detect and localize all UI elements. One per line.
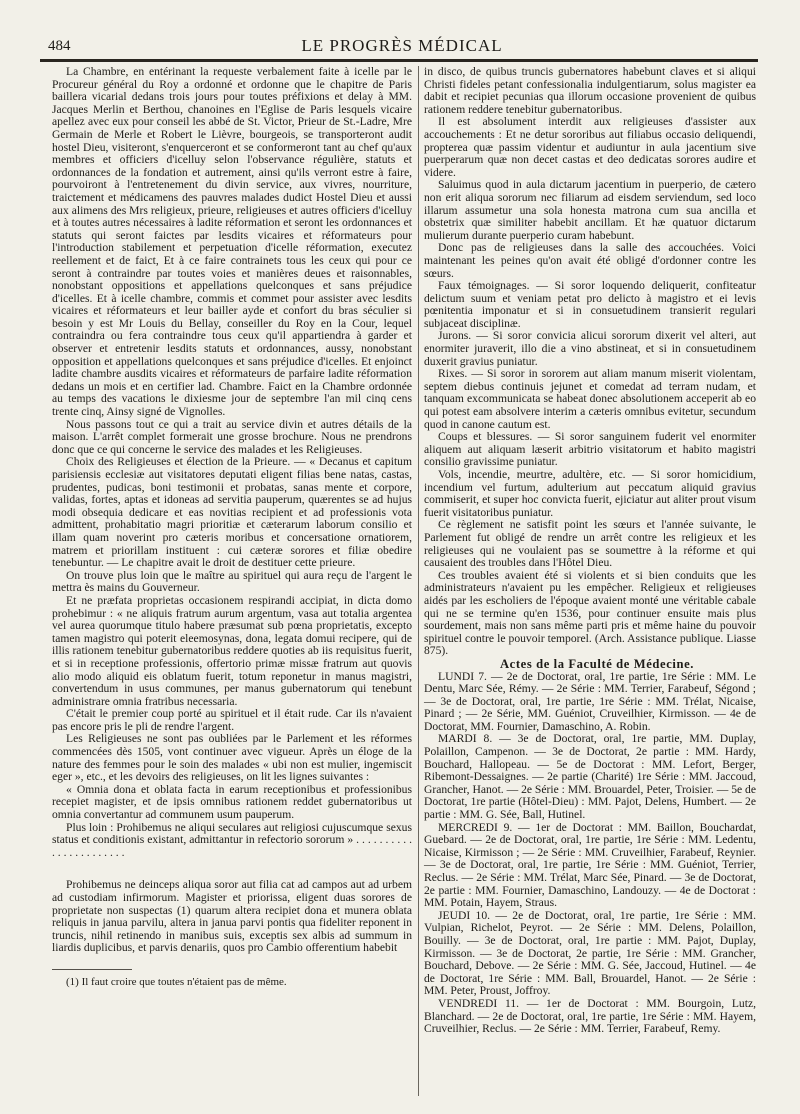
paragraph: On trouve plus loin que le maître au spirituel qui aura reçu de l'argent le mettra ès mains du Gouverneur. [52,568,412,595]
paragraph: Donc pas de religieuses dans la salle des accouchées. Voici maintenant les peines qu'on avait été obligé d'ordonner contre les sœurs. [424,241,756,280]
paragraph: Faux témoignages. — Si soror loquendo deliquerit, confiteatur delictum suum et veniam petat pro delicto à magistro et ei levis pœnitentia imponatur et si in consuetudinem transierit regulari subjaceat disciplinæ. [424,279,756,330]
paragraph: « Omnia dona et oblata facta in earum receptionibus et professionibus recepiet magister, et de ipsis omnibus rationem reddet gubernatoribus ut omnia convertantur ad communem usum pauperum. [52,782,412,822]
exam-schedule-entry: LUNDI 7. — 2e de Doctorat, oral, 1re partie, 1re Série : MM. Le Dentu, Marc Sée, Rémy. — 2e Série : MM. Terrier, Farabeuf, Ségond ; — 3e de Doctorat, oral, 1re partie, 1re Série : MM. Trélat, Nicaise, Pinard ; — 2e Série, MM. Guéniot, Cruveilhier, Kirmisson. — 4e de Doctorat, MM. Fournier, Damaschino, A. Robin. [424,669,756,733]
exam-schedule-entry: MARDI 8. — 3e de Doctorat, oral, 1re partie, MM. Duplay, Polaillon, Campenon. — 3e de Doctorat, 2e partie : MM. Hardy, Bouchard, Hallopeau. — 5e de Doctorat : MM. Lefort, Berger, Ribemont-Dessaignes. — 2e partie (Charité) 1re Série : MM. Jaccoud, Grancher, Hanot. — 2e Série : MM. Brouardel, Peter, Troisier. — 5e de Doctorat, 1re partie (Hôtel-Dieu) : MM. Pajot, Delens, Humbert. — 2e partie : MM. G. Sée, Ball, Hutinel. [424,732,757,822]
paragraph: C'était le premier coup porté au spirituel et il était rude. Car ils n'avaient pas encore pris le pli de rendre l'argent. [52,707,412,733]
paragraph: Rixes. — Si soror in sororem aut aliam manum miserit violentam, septem diebus continuis jejunet et comedat ad terram nudam, et tanquam excommunicata se habeat donec absolutionem acceperit ab eo qui potest eam absolvere interim a cæteris omnibus evitetur, secundum quod in canone cautum est. [424,367,756,431]
footnote-rule [52,969,132,970]
exam-schedule-entry: VENDREDI 11. — 1er de Doctorat : MM. Bourgoin, Lutz, Blanchard. — 2e de Doctorat, oral, 1re partie, 1re Série : MM. Hayem, Cruveilhier, Reclus. — 2e Série : MM. Terrier, Farabeuf, Remy. [424,996,756,1036]
paragraph: Il est absolument interdit aux religieuses d'assister aux accouchements : Et ne detur sororibus aut filiabus occasio deliquendi, propterea quæ passim videntur et audiuntur in aula jacentium sive puerperarum quæ non decet castas et deo dedicatas sorores audire et videre. [424,115,756,179]
paragraph: Jurons. — Si soror convicia alicui sororum dixerit vel alteri, aut enormiter juraverit, illo die a vino abstineat, et si in consuetudinem duxerit gravius puniatur. [424,329,756,368]
column-divider [418,66,419,1096]
exam-schedule-entry: JEUDI 10. — 2e de Doctorat, oral, 1re partie, 1re Série : MM. Vulpian, Richelot, Peyrot. — 2e Série : MM. Delens, Polaillon, Bouilly. — 3e de Doctorat, oral, 1re partie : MM. Pajot, Duplay, Kirmisson. — 3e de Doctorat, 2e partie, 1re Série : MM. Grancher, Bouchard, Debove. — 2e Série : MM. G. Sée, Jaccoud, Hutinel. — 4e de Doctorat, 1re Série : MM. Ball, Brouardel, Hanot. — 2e Série : MM. Peter, Proust, Joffroy. [424,908,756,998]
paragraph: Nous passons tout ce qui a trait au service divin et autres détails de la maison. L'arrêt complet formerait une grosse brochure. Nous ne prendrons donc que ce qui concerne le service des malades et les Religieuses. [52,417,412,456]
right-column [424,66,756,1096]
section-title: Actes de la Faculté de Médecine. [499,656,695,671]
paragraph: Plus loin : Prohibemus ne aliqui seculares aut religiosi cujuscumque sexus status et conditionis existant, admittantur in refectorio sororum » . . . . . . . . . . . . . . . . . . . . . . . [52,820,412,859]
paragraph: Les Religieuses ne sont pas oubliées par le Parlement et les réformes commencées dès 1505, vont continuer avec vigueur. Après un éloge de la nature des femmes pour le soin des malades « ubi non est mulier, ingemiscit eger », etc., et les devoirs des religieuses, on lit les lignes suivantes : [52,732,412,784]
paragraph: in disco, de quibus truncis gubernatores habebunt claves et si aliqui Christi fideles petant confessionalia indulgentiarum, solus magister ea dabit et recipiet pecunias qua illorum occasione provenient de quibus rationem reddere tenebitur gubernatoribus. [424,65,756,116]
paragraph: Coups et blessures. — Si soror sanguinem fuderit vel enormiter aliquem aut aliquam læserit arbitrio visitatorum et habito magistri consilio gravissime puniatur. [424,430,756,469]
page-number: 484 [48,38,71,54]
paragraph: Prohibemus ne deinceps aliqua soror aut filia cat ad campos aut ad urbem ad custodiam infirmorum. Magister et priorissa, eligent duas sorores de proprietate non suspectas (1) quarum altera recipiet dona et munera oblata reliquis in janua parvilu, altera in janua parvi pontis qua fideliter reponent in truncis, nihil retinendo in manibus suis, exceptis sex albis ad summum in liardis duplicibus, et parvis denariis, quos pro Cambio offerentium habebit [52,878,412,955]
header-rule [40,59,758,62]
footnote: (1) Il faut croire que toutes n'étaient pas de même. [66,975,287,988]
paragraph: Ce règlement ne satisfit point les sœurs et l'année suivante, le Parlement fut obligé de rendre un arrêt contre les religieux et les religieuses qui ne voulaient pas se soumettre à la réforme et qui causaient des troubles dans l'Hôtel Dieu. [424,518,756,570]
paragraph: La Chambre, en entérinant la requeste verbalement faite à icelle par le Procureur général du Roy a ordonné et ordonne que le chapitre de Paris baillera vicarial dedans trois jours pour toutes préfixions et delay à MM. Jacques Merlin et Berthou, chanoines en l'Eglise de Paris lesquels vicaire apellez avec eux pour conseil les abbé de St. Victor, Prieur de St.-Ladre, Mre Germain de Merle et Robert le Lièvre, bourgeois, se transporteront audit hostel Dieu, visiteront, s'enquerceront et se conformeront tant au chef qu'aux membres et officiers d'icelluy selon l'observance régulière, statuts et ordonnances de la fondation et autrement, ainsi qu'ils verront estre à faire, pourvoiront à l'entretenement du divin service, aux vivres, nourriture, traictement et médicamens des pauvres malades dudict Hostel Dieu et aussi aux alimens des Mrs religieux, prieure, religieuses et autres officiers d'icelluy et à toutes autres nécessaires à ladite réformation et seront les ordonnances et statuts qui seront faictes par lesdits vicaires et réformateurs pour l'introduction stabilement et perpetuation d'icelle réformation, executez reellement et de faict, Et à ce faire contrainets tous les ceux qui pour ce seront à contraindre par toutes voies et manières deues et raisonnables, nonobstant oppositions et appellations quelconques et sans préjudice d'icelles. Et à icelle chambre, commis et commet pour assister avec lesdits vicaires et réformateurs et leur bailler ayde et confort du bras séculier si besoin y est Mr Louis du Bellay, conseiller du Roy en la Cour, lequel contraindra ou fera contraindre tous ceux qu'il appartiendra à garder et observer et entretenir lesdits statuts et ordonnances, aussy, nonobstant opposition et appellations quelconques et sans préjudice d'icelles. Et enjoinct ladite chambre ausdits vicaires et réformateurs de parfaire ladite réformation dedans un mois et en certifier lad. Chambre. Faict en la Chambre ordonnée au temps des vacations le dixiesme jour de septembre l'an mil cinq cens trente cinq, Ainsy signé de Vignolles. [52,65,412,419]
page-header [48,32,756,58]
paragraph: Et ne præfata proprietas occasionem respirandi accipiat, in dicta domo prohebimur : « ne aliquis fratrum aurum argentum, vasa aut totalia argentea vel aurea quorumque titulo habere præsumat sub pœna proprietatis, excepto tamen magistro qui poterit eleemosynas, dona, legata domui recipere, qui de illis rationem tenebitur gubernatoribus reddere quoties ab iis requisitus fuerit, et si in receptione professionis, offertorio primæ missæ fratrum aut quovis alio modo aliquid eis oblatum fuerit, totum reponetur in manus magistri, convertendum in usus communes, per manus gubernatorum qui tenebunt administrare omnia fratribus necessaria. [52,593,412,708]
paragraph: Ces troubles avaient été si violents et si bien conduits que les administrateurs n'avaient pu les empêcher. Religieux et religieuses aidés par les escholiers de l'époque avaient monté une véritable cabale qui ne se termine qu'en 1536, pour continuer ensuite mais plus sourdement, mais non sans même parti pris et même haine du pouvoir spirituel contre le pouvoir temporel. (Arch. Assistance publique. Liasse 875). [424,568,756,658]
section-gap [52,859,412,879]
paragraph: Choix des Religieuses et élection de la Prieure. — « Decanus et capitum parisiensis ecclesiæ aut visitatores deputati eligent filias bene natas, castas, prudentes, pudicas, boni testimonii et probatas, sanas mente et corpore, validas, fortes, aptas et idoneas ad servitia pauperum, quærentes se ad hujus modi obsequia dedicare et eas novitias recipient et ad professionis vota admittent, prohabitatio magri prioritiæ et cæterarum laborum consilio et illam quam noverint pro cæteris moribus et concersatione ornatiorem, matrem et priorillam instituent : cui cæteræ sorores et filiæ obedire tenebuntur. — Le chapitre avait le droit de destituer cette prieure. [52,455,412,570]
exam-schedule-entry: MERCREDI 9. — 1er de Doctorat : MM. Baillon, Bouchardat, Guebard. — 2e de Doctorat, oral, 1re partie, 1re Série : MM. Ledentu, Nicaise, Kirmisson ; — 2e Série : MM. Cruveilhier, Farabeuf, Reynier. — 3e de Doctorat, oral, 1re partie, 1re Série : MM. Guéniot, Terrier, Reclus. — 2e Série : MM. Trélat, Marc Sée, Pinard. — 3e de Doctorat, 2e partie : MM. Fournier, Damaschino, Landouzy. — 4e de Doctorat : MM. Potain, Hayem, Straus. [424,820,756,910]
paragraph: Saluimus quod in aula dictarum jacentium in puerperio, de cætero non erit aliqua sororum nec filiarum ad eisdem serviendum, sed loco illarum assumetur una sola honesta matrona cum sua ancilla et obstetrix quæ similiter habebit ancillam. Et hæ quatuor dictarum mulierum durante puerperio curam habebunt. [424,178,756,242]
running-title: LE PROGRÈS MÉDICAL [301,36,503,55]
left-column [52,66,412,1106]
paragraph: Vols, incendie, meurtre, adultère, etc. — Si soror homicidium, incendium vel furtum, adulterium aut peccatum aliquid gravius commiserit, et super hoc convicta fuerit, ejiciatur aut aliter prout visum fuerit visitatoribus puniatur. [424,468,756,519]
